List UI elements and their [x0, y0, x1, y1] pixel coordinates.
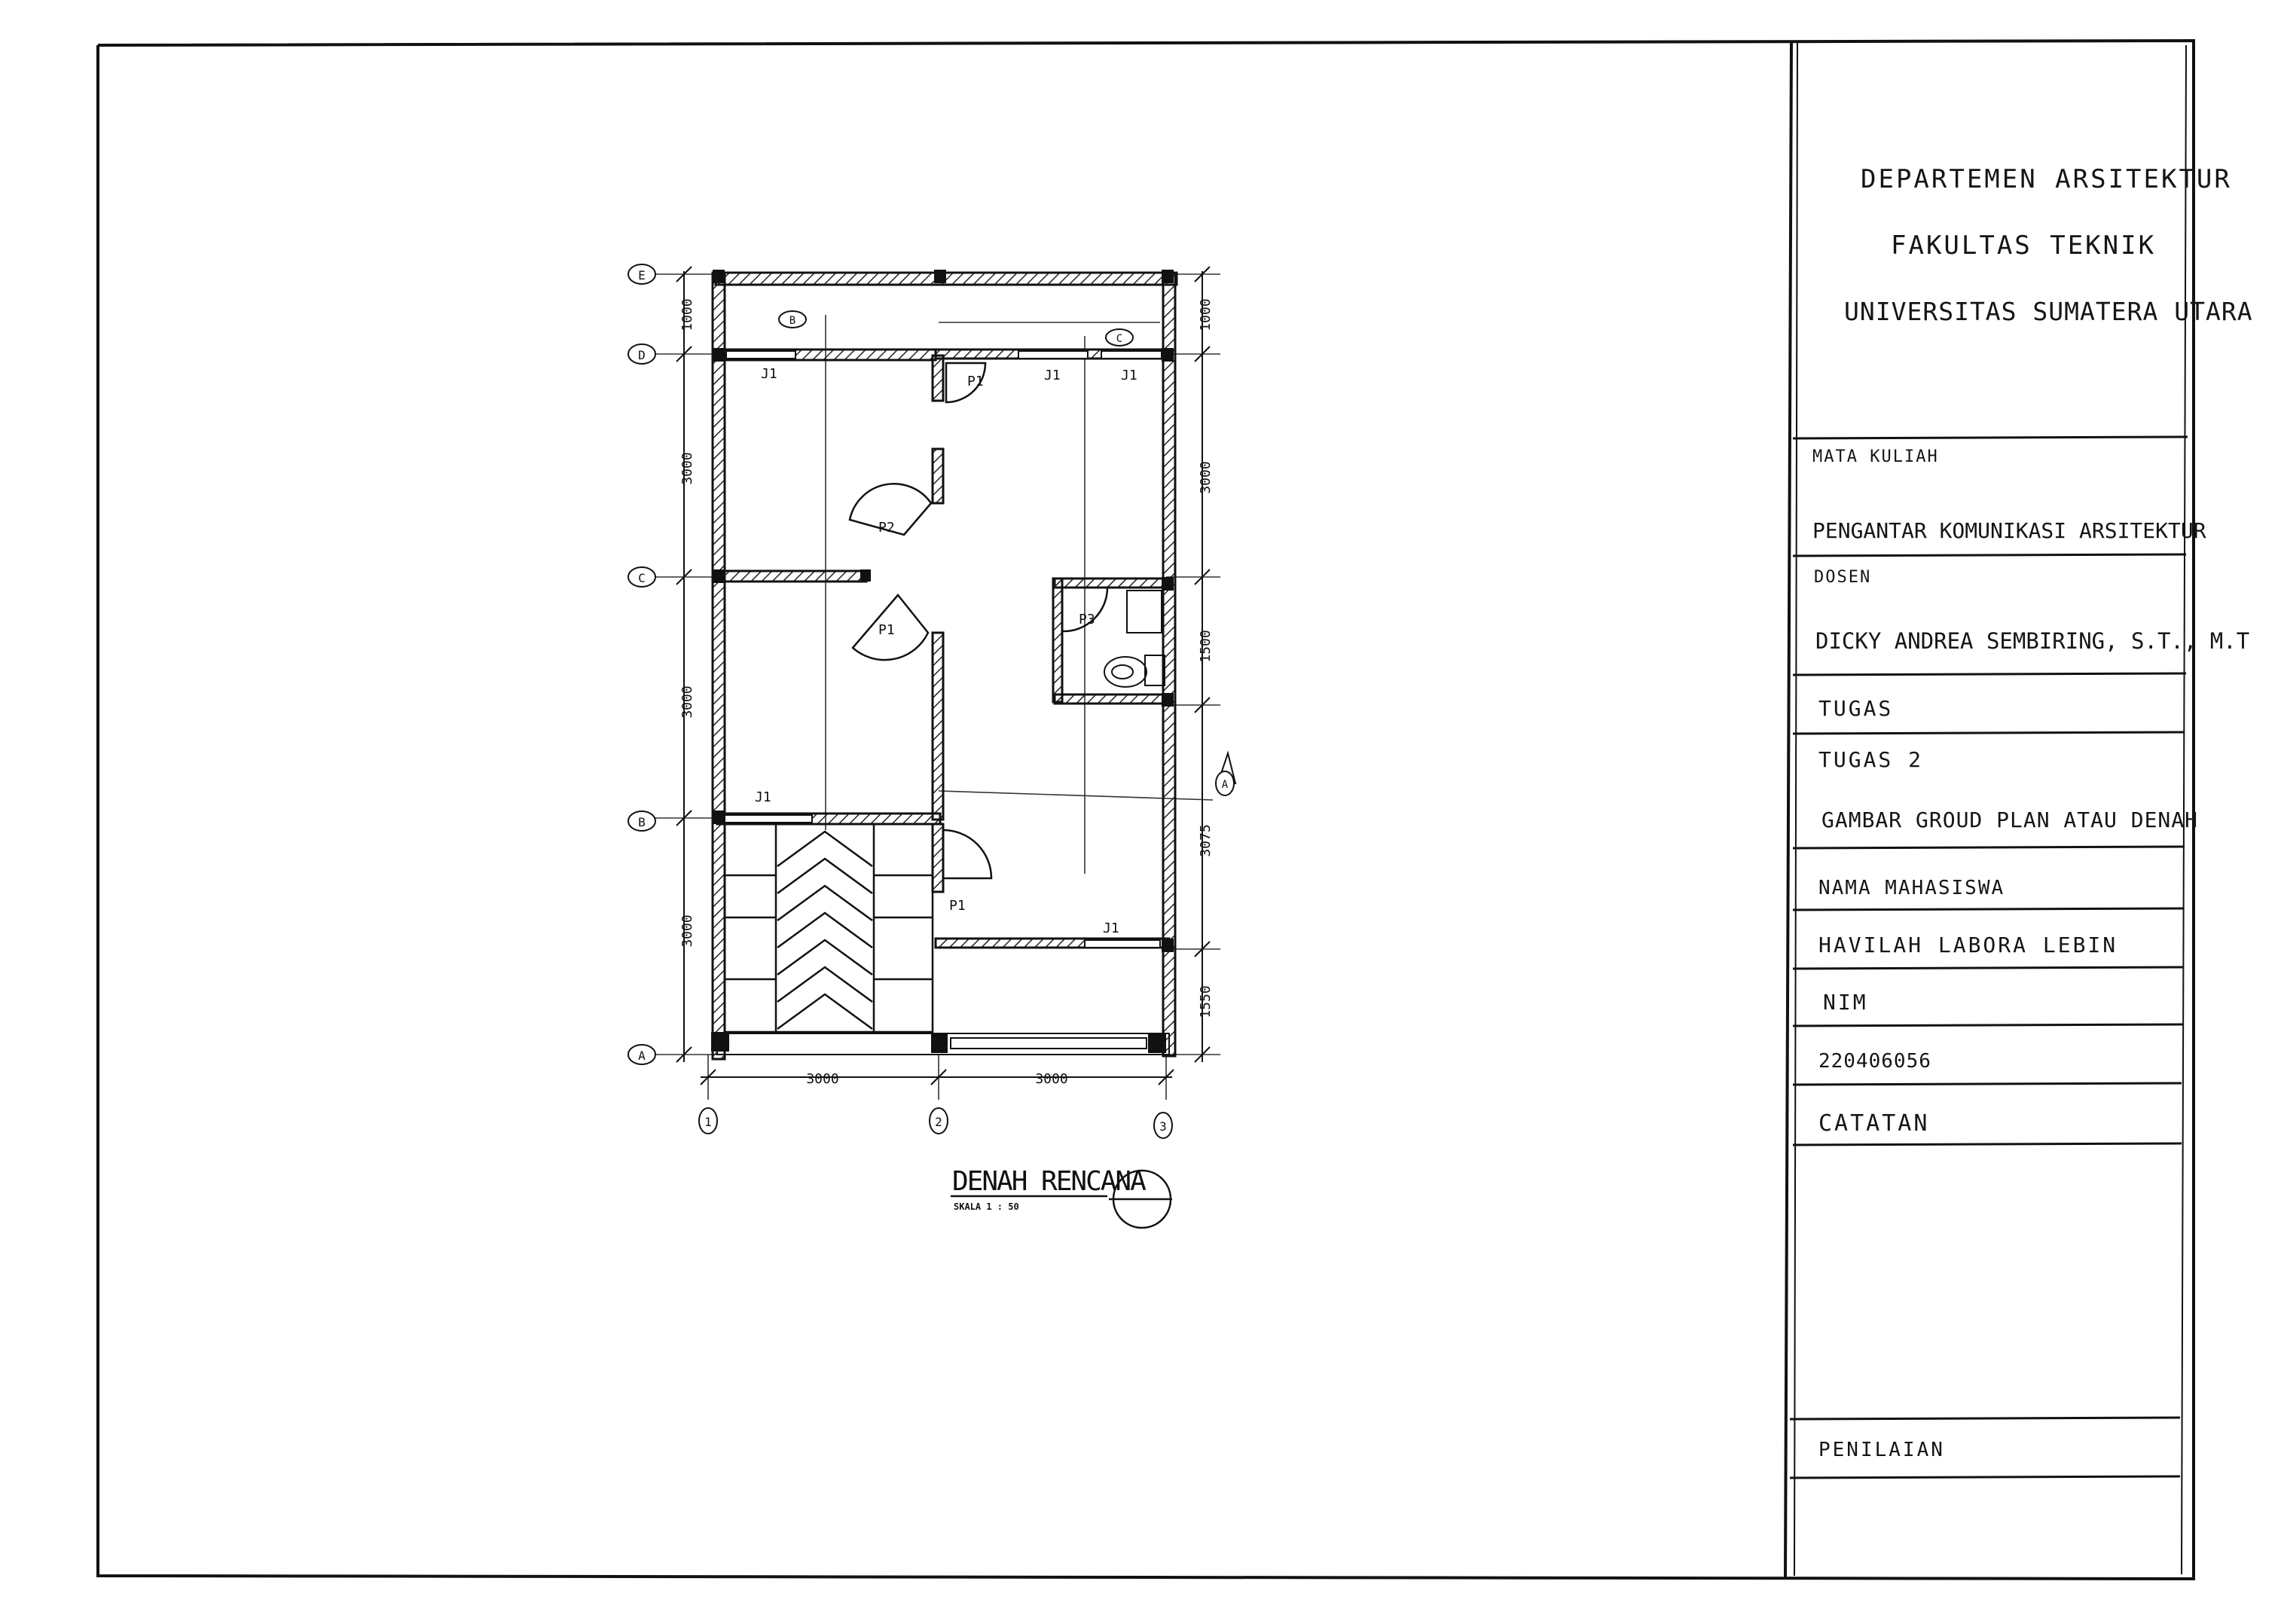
task-value: GAMBAR GROUD PLAN ATAU DENAH	[1821, 807, 2199, 832]
door-label-p1: P1	[878, 622, 895, 638]
dim-left-4: 3000	[679, 914, 695, 948]
nim-value: 220406056	[1818, 1050, 1931, 1073]
task-number: TUGAS 2	[1818, 747, 1924, 772]
window-label-j1: J1	[1103, 920, 1119, 936]
dim-bottom-1: 3000	[806, 1071, 839, 1087]
dim-bottom-2: 3000	[1035, 1071, 1068, 1087]
window-label-j1: J1	[1044, 368, 1061, 383]
section-marker-a: A	[1221, 779, 1229, 791]
dim-left-3: 3000	[679, 685, 695, 719]
dim-right-4: 3075	[1198, 824, 1214, 857]
dim-right-3: 1500	[1198, 630, 1214, 663]
task-label: TUGAS	[1818, 696, 1894, 721]
window-label-j1: J1	[1121, 368, 1137, 383]
window-label-j1: J1	[761, 366, 777, 382]
grading-label: PENILAIAN	[1818, 1439, 1945, 1461]
university-title: UNIVERSITAS SUMATERA UTARA	[1844, 297, 2253, 326]
grid-row-D: D	[638, 348, 646, 362]
notes-label: CATATAN	[1818, 1110, 1930, 1137]
grid-col-3: 3	[1159, 1119, 1167, 1134]
door-label-p2: P2	[878, 520, 895, 536]
grid-row-C: C	[638, 571, 646, 585]
lecturer-value: DICKY ANDREA SEMBIRING, S.T., M.T	[1815, 628, 2250, 654]
dim-right-5: 1550	[1198, 985, 1214, 1018]
title-block-rows	[1790, 437, 2188, 1478]
dim-left-2: 3000	[679, 452, 695, 485]
doors	[850, 363, 1107, 878]
faculty-title: FAKULTAS TEKNIK	[1891, 230, 2157, 261]
dim-left-1: 1000	[679, 298, 695, 331]
grid-row-E: E	[638, 268, 646, 282]
dim-right-1: 1000	[1198, 298, 1214, 331]
grid-col-2: 2	[935, 1115, 942, 1129]
window-label-j1: J1	[755, 789, 771, 805]
course-label: MATA KULIAH	[1812, 447, 1939, 466]
nim-label: NIM	[1823, 990, 1868, 1015]
course-value: PENGANTAR KOMUNIKASI ARSITEKTUR	[1812, 518, 2206, 543]
dim-right-2: 3000	[1198, 461, 1214, 494]
toilet	[1104, 591, 1165, 687]
door-label-p3: P3	[1079, 612, 1095, 627]
grid-row-B: B	[638, 815, 646, 829]
grid-col-1: 1	[704, 1115, 712, 1129]
grid-row-A: A	[638, 1049, 646, 1063]
door-label-p1: P1	[967, 374, 984, 389]
door-label-p1: P1	[949, 898, 966, 914]
section-marker-b: B	[789, 315, 796, 327]
section-marker-c: C	[1116, 333, 1123, 345]
lecturer-label: DOSEN	[1814, 568, 1872, 587]
department-title: DEPARTEMEN ARSITEKTUR	[1861, 164, 2232, 194]
student-label: NAMA MAHASISWA	[1818, 877, 2005, 899]
drawing-title: DENAH RENCANA	[952, 1166, 1145, 1197]
student-value: HAVILAH LABORA LEBIN	[1818, 933, 2118, 957]
stair-pattern	[725, 824, 933, 1032]
drawing-scale: SKALA 1 : 50	[954, 1201, 1019, 1212]
